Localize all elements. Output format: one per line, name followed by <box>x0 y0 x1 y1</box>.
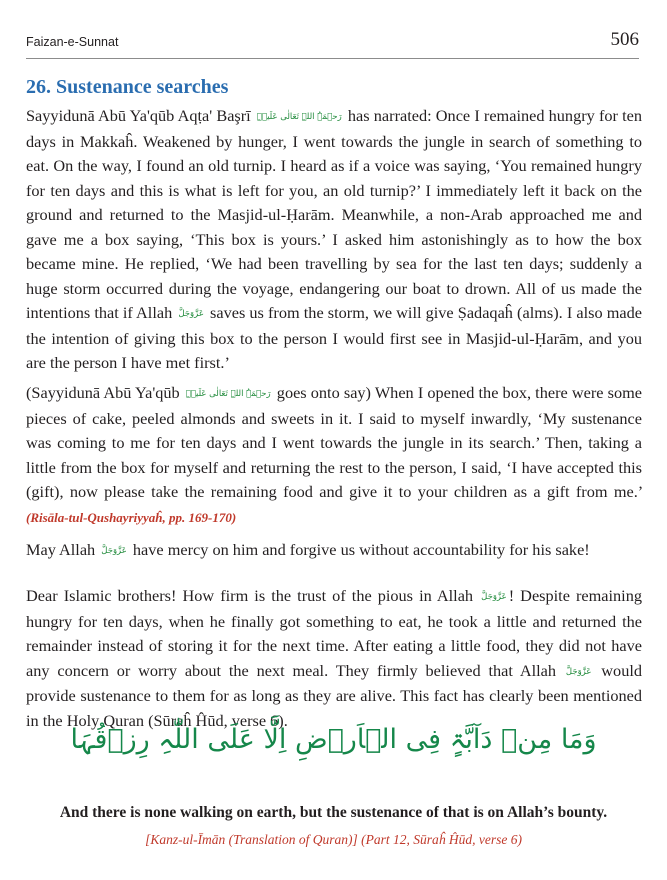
section-heading: 26. Sustenance searches <box>26 76 229 98</box>
citation-reference: (Risāla-tul-Qushayriyyaĥ, pp. 169-170) <box>26 509 237 525</box>
paragraph-text: ! Despite remaining hungry for ten days, when he finally got something to eat, he took a little and returned the remainder instead of storing it for the next time. After eating a little food, they did not have any concern or worry about the next meal. They firmly believed that Allah <box>26 586 642 680</box>
quran-verse-arabic: وَمَا مِنۡ دَآبَّۃٍ فِی الۡاَرۡضِ اِلَّا عَلَی اللّٰہِ رِزۡقُہَا <box>70 724 597 755</box>
honorific-calligraphy: عَزَّوَجَلَّ <box>101 546 127 556</box>
paragraph-narration <box>26 104 642 376</box>
honorific-calligraphy: رَحۡمَۃُ اللہِ تَعَالٰی عَلَیۡہِ <box>256 112 342 122</box>
paragraph-text: Sayyidunā Abū Ya'qūb Aqṭa' Başrī <box>26 106 251 125</box>
paragraph-text: has narrated: Once I remained hungry for ten days in Makkaĥ. Weakened by hunger, I went towards the jungle in search of something to eat. On the way, I found an old turnip. I heard as if a voice was saying, ‘You remained hungry for ten days and this is what is left for you, an old turnip?’ I immediately left it back on the ground and returned to the Masjid-ul-Ḥarām. Meanwhile, a non-Arab approached me and gave me a box saying, ‘This box is yours.’ I asked him astonishingly as to how the box became mine. He replied, ‘We had been travelling by sea for the last ten days; suddenly a huge storm occurred during the voyage, endangering our boat to drown. All of us made the intentions that if Allah <box>26 106 642 322</box>
paragraph-box-story <box>26 381 642 530</box>
paragraph-text: May Allah <box>26 540 96 559</box>
quran-verse-translation: And there is none walking on earth, but the sustenance of that is on Allah’s bounty. <box>59 804 608 821</box>
page-number: 506 <box>610 29 639 50</box>
paragraph-supplication <box>26 538 642 564</box>
paragraph-text: would provide sustenance to them for as long as they are alive. This fact has clearly been mentioned in the Holy Quran (Sūraĥ Ĥūd, verse 6). <box>26 660 642 730</box>
honorific-calligraphy: عَزَّوَجَلَّ <box>481 592 507 602</box>
honorific-calligraphy: عَزَّوَجَلَّ <box>178 309 204 319</box>
paragraph-text: have mercy on him and forgive us without accountability for his sake! <box>132 540 590 559</box>
paragraph-text: saves us from the storm, we will give Ṣadaqaĥ (alms). I also made the intention of giving this box to the person I would first see in Masjid-ul-Ḥarām, and you are the person I have met first.’ <box>26 303 642 372</box>
honorific-calligraphy: عَزَّوَجَلَّ <box>565 666 592 677</box>
paragraph-reflection <box>26 584 642 733</box>
page-header <box>26 30 639 59</box>
honorific-calligraphy: رَحۡمَۃُ اللہِ تَعَالٰی عَلَیۡہِ <box>185 389 271 399</box>
book-title: Faizan-e-Sunnat <box>26 35 119 49</box>
paragraph-text: Dear Islamic brothers! How firm is the trust of the pious in Allah <box>26 586 474 605</box>
paragraph-text: goes onto say) When I opened the box, there were some pieces of cake, peeled almonds and sweets in it. I said to myself inwardly, ‘My sustenance was coming to me for ten days and I went towards the jungle in its search.’ Then, taking a little from the box for myself and returning the rest to the person, I said, ‘I have accepted this (gift), now please take the remaining food and give it to your children as a gift from me.’ <box>26 383 642 501</box>
paragraph-text: (Sayyidunā Abū Ya'qūb <box>26 383 180 402</box>
quran-verse-reference: [Kanz-ul-Īmān (Translation of Quran)] (Part 12, Sūraĥ Ĥūd, verse 6) <box>145 832 522 847</box>
